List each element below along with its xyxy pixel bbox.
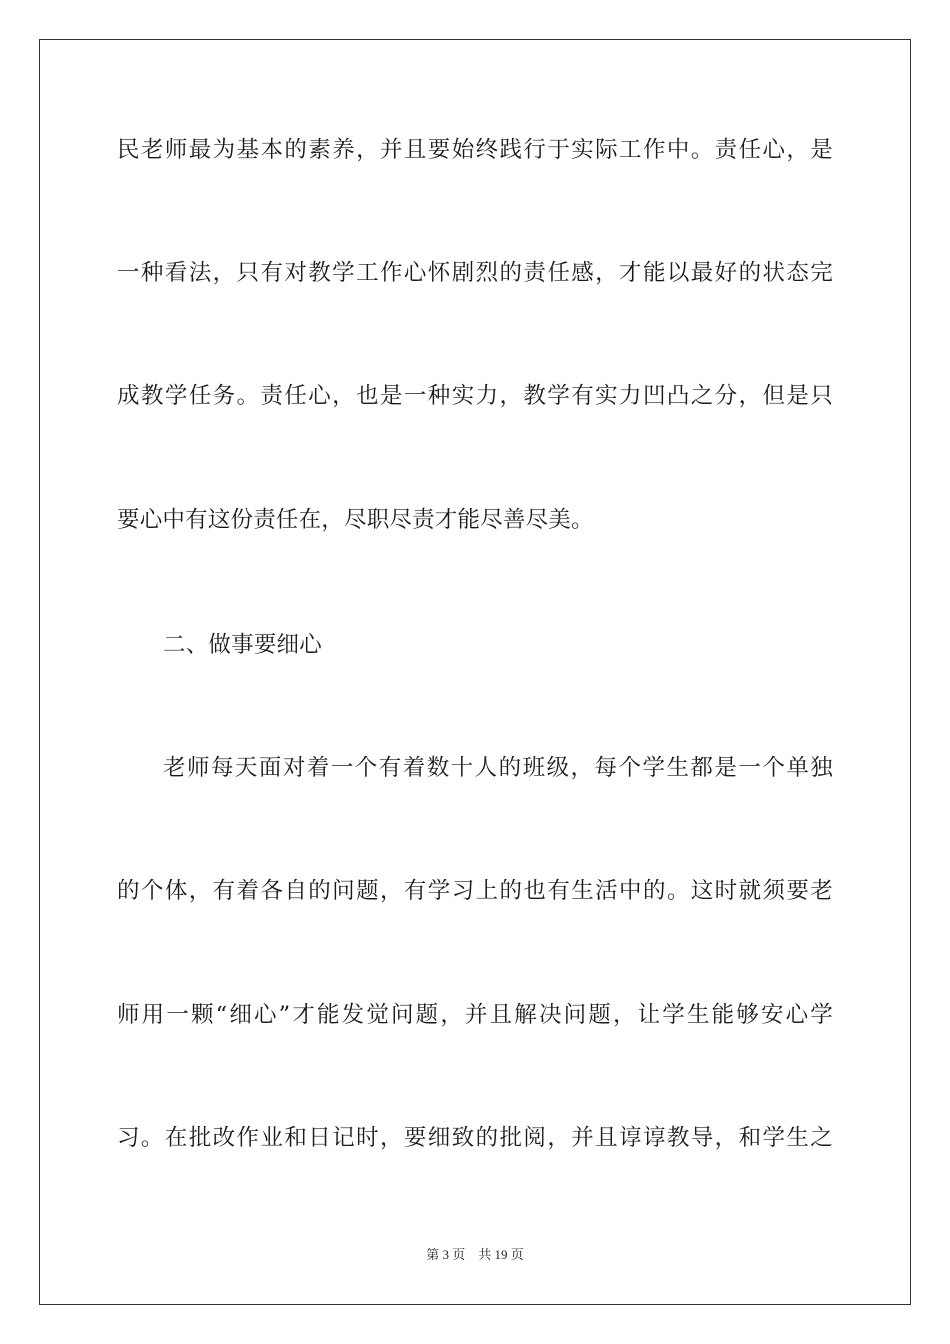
body-text-line: 的个体，有着各自的问题，有学习上的也有生活中的。这时就须要老 xyxy=(117,878,833,904)
body-text-line: 老师每天面对着一个有着数十人的班级，每个学生都是一个单独 xyxy=(163,755,833,781)
body-text-line: 一种看法，只有对教学工作心怀剧烈的责任感，才能以最好的状态完 xyxy=(117,260,833,286)
body-text-line: 民老师最为基本的素养，并且要始终践行于实际工作中。责任心，是 xyxy=(117,137,833,163)
body-text-line: 师用一颗“细心”才能发觉问题，并且解决问题，让学生能够安心学 xyxy=(117,1002,833,1028)
section-heading: 二、做事要细心 xyxy=(163,632,322,658)
body-text-line: 要心中有这份责任在，尽职尽责才能尽善尽美。 xyxy=(117,507,594,533)
page-number-footer: 第 3 页 共 19 页 xyxy=(426,1247,524,1262)
page-border xyxy=(39,39,911,1305)
body-text-line: 成教学任务。责任心，也是一种实力，教学有实力凹凸之分，但是只 xyxy=(117,383,833,409)
body-text-line: 习。在批改作业和日记时，要细致的批阅，并且谆谆教导，和学生之 xyxy=(117,1125,833,1151)
